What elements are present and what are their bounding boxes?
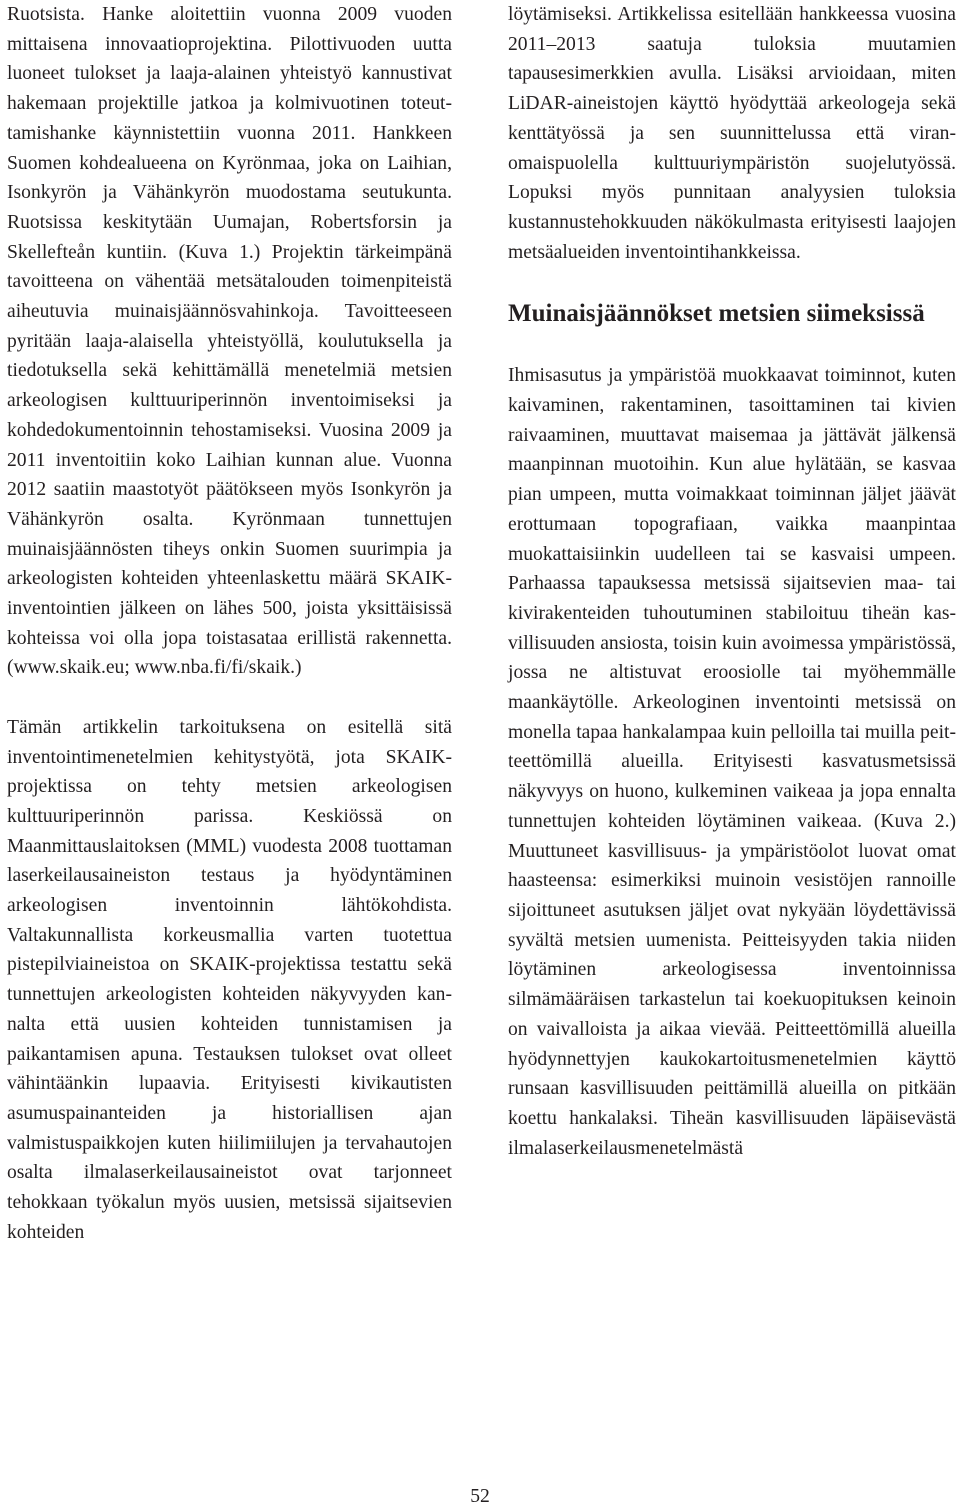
paragraph-gap	[7, 683, 452, 713]
page-number: 52	[470, 1486, 490, 1507]
heading-gap	[508, 330, 956, 361]
left-paragraph-1: Ruotsista. Hanke aloitettiin vuonna 2009 vuoden mittaisena innovaatioprojektina. Pilottivuoden uutta luoneet tulokset ja laaja-alainen yhteistyö kannustivat hakemaan projektille jatkoa ja kolmivuotinen toteuttamishanke käynnistettiin vuonna 2011. Hankkeen Suomen kohdealueena on Kyrönmaa, joka on Laihian, Isonkyrön ja Vähänkyrön muodostama seutukunta. Ruotsissa keskitytään Uumajan, Robertsforsin ja Skellefteån kuntiin. (Kuva 1.) Projektin tärkeimpänä tavoitteena on vähentää metsätalouden toimenpiteistä aiheutuvia muinaisjäännösvahinkoja. Tavoitteeseen pyritään laaja-alaisella yhteistyöllä, koulutuksella ja tiedotuksella sekä kehittämällä menetelmiä metsien arkeologisen kulttuuriperinnön inventoimiseksi ja kohdedokumentoinnin tehostamiseksi. Vuosina 2009 ja 2011 inventoitiin koko Laihian kunnan alue. Vuonna 2012 saatiin maastotyöt päätökseen myös Isonkyrön ja Vähänkyrön osalta. Kyrönmaan tunnettujen muinaisjäännösten tiheys onkin Suomen suurimpia ja arkeologisten kohteiden yhteenlaskettu määrä SKAIK-inventointien jälkeen on lähes 500, joista yksittäisissä kohteissa voi olla jopa toistasataa erillistä rakennetta. (www.skaik.eu; www.nba.fi/fi/skaik.)	[7, 4, 452, 679]
section-heading: Muinaisjäännökset metsien siimeksissä	[508, 300, 925, 328]
right-paragraph-2: Ihmisasutus ja ympäristöä muokkaavat toiminnot, kuten kaivaminen, rakentaminen, tasoittaminen tai kivien raivaaminen, muuttavat maisemaa ja jättävät jälkensä maanpinnan muotoihin. Kun alue hylätään, se kasvaa pian umpeen, mutta voimakkaat toiminnan jäljet jäävät erottumaan topografiaan, vaikka maanpintaa muokattaisiinkin uudelleen tai se kasvaisi umpeen. Parhaassa tapauksessa metsissä sijaitsevien maa- tai kivirakenteiden tuhoutuminen stabiloituu tiheän kasvillisuuden ansiosta, toisin kuin avoimessa ympäristössä, jossa ne altistuvat eroosiolle tai myöhemmälle maankäytölle. Arkeologinen inventointi metsissä on monella tapaa hankalampaa kuin pelloilla tai muilla peitteettömillä alueilla. Erityisesti kasvatusmetsissä näkyvyys on huono, kulkeminen vaikeaa ja jopa ennalta tunnettujen kohteiden löytäminen vaikeaa. (Kuva 2.) Muuttuneet kasvillisuus- ja ympäristöolot luovat omat haasteensa: esimerkiksi muinoin vesistöjen rannoille sijoittuneet asutuksen jäljet ovat nykyään löydettävissä syvältä metsien uumenista. Peitteisyyden takia niiden löytäminen arkeologisessa inventoinnissa silmämääräisen tarkastelun tai koekuopituksen keinoin on vaivalloista ja aikaa vievää. Peitteettömillä alueilla hyödynnettyjen kaukokartoitusmenetelmien käyttö runsaan kasvillisuuden peittämillä alueilla on pitkään koettu hankalaksi. Tiheän kasvillisuuden läpäisevästä ilmalaserkeilausmenetelmästä	[508, 365, 956, 1159]
right-column	[508, 0, 956, 1163]
left-column	[7, 0, 452, 1248]
heading-spacer	[508, 267, 956, 297]
right-paragraph-1: löytämiseksi. Artikkelissa esitellään hankkeessa vuosina 2011–2013 saatuja tuloksia muutamien tapausesimerkkien avulla. Lisäksi arvioidaan, miten LiDAR-aineistojen käyttö hyödyttää arkeologeja sekä kenttätyössä ja sen suunnittelussa että viranomaispuolella kulttuuriympäristön suojelutyössä. Lopuksi myös punnitaan analyysien tuloksia kustannustehokkuuden näkökulmasta erityisesti laajojen metsäalueiden inventointihankkeissa.	[508, 4, 956, 263]
left-paragraph-2: Tämän artikkelin tarkoituksena on esitellä sitä inventointimenetelmien kehitystyötä, jota SKAIK-projektissa on tehty metsien arkeologisen kulttuuriperinnön parissa. Keskiössä on Maanmittauslaitoksen (MML) vuodesta 2008 tuottaman laserkeilausaineiston testaus ja hyödyntäminen arkeologisen inventoinnin lähtökohdista. Valtakunnallista korkeusmallia varten tuotettua pistepilviaineistoa on SKAIK-projektissa testattu sekä tunnettujen arkeologisten kohteiden näkyvyyden kannalta että uusien kohteiden tunnistamisen ja paikantamisen apuna. Testauksen tulokset ovat olleet vähintäänkin lupaavia. Erityisesti kivikautisten asumuspainanteiden ja historiallisen ajan valmistuspaikkojen kuten hiilimiilujen ja tervahautojen osalta ilmalaserkeilausaineistot ovat tarjonneet tehokkaan työkalun myös uusien, metsissä sijaitsevien kohteiden	[7, 716, 452, 1243]
